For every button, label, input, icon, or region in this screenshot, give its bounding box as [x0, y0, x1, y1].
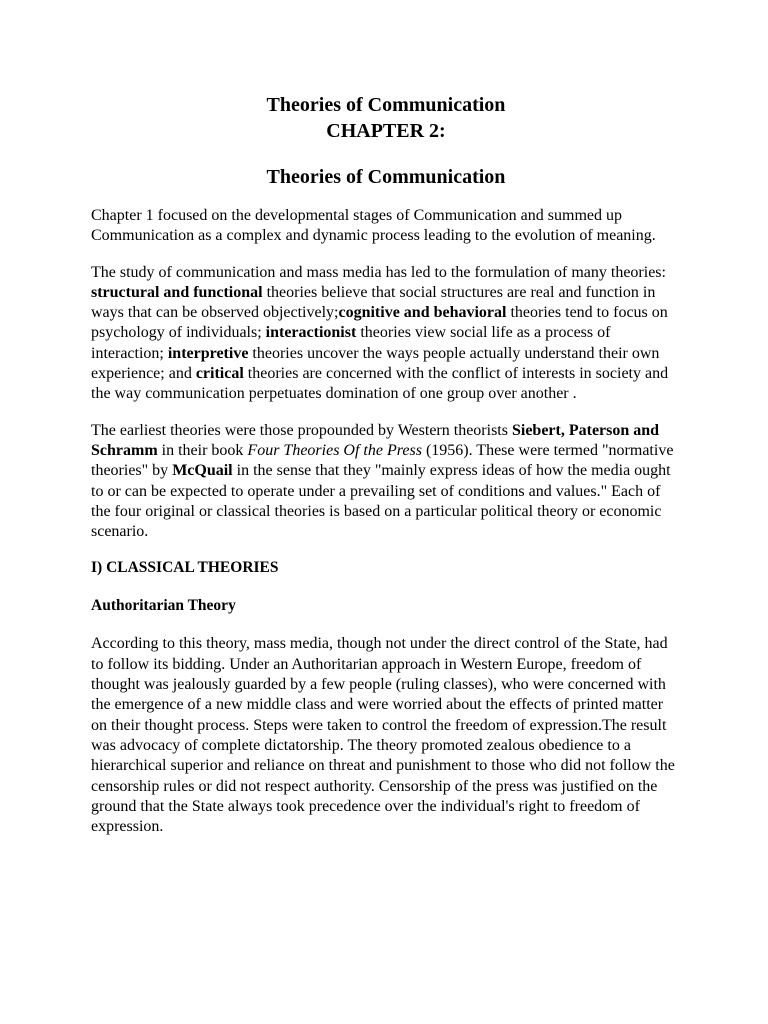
study-bold-structural: structural and functional	[91, 283, 263, 301]
document-subtitle: Theories of Communication	[266, 166, 506, 188]
study-text-6: theories are concerned with the conflict of interests in society and the way communication perpetuates domination of one group over another .	[91, 365, 669, 403]
title-line-2: CHAPTER 2:	[326, 120, 446, 142]
study-bold-interpretive: interpretive	[167, 344, 249, 362]
earliest-text-4: in the sense that they "mainly express ideas of how the media ought to or can be expected to operate under a prevailing set of conditions and values." Each of the four original or classical theories is based on a particular political theory or economic scenario.	[91, 462, 671, 541]
earliest-italic-book: Four Theories Of the Press	[247, 441, 422, 459]
earliest-bold-mcquail: McQuail	[172, 462, 233, 480]
study-bold-cognitive: cognitive and behavioral	[338, 304, 507, 322]
earliest-paragraph	[91, 421, 681, 543]
study-bold-critical: critical	[195, 365, 244, 383]
title-line-1: Theories of Communication	[266, 94, 506, 116]
study-text-5: theories uncover the ways people actually understand their own experience; and	[91, 344, 660, 383]
intro-paragraph: Chapter 1 focused on the developmental stages of Communication and summed up Communication as a complex and dynamic process leading to the evolution of meaning.	[91, 207, 656, 245]
study-text-2: theories believe that social structures are real and function in ways that can be observed objectively;	[91, 283, 656, 322]
document-page	[91, 92, 681, 853]
earliest-text-3: (1956). These were termed "normative theories" by	[91, 441, 674, 480]
authoritarian-paragraph: According to this theory, mass media, though not under the direct control of the State, had to follow its bidding. Under an Authoritarian approach in Western Europe, freedom of thought was jealously guarded by a few people (ruling classes), who were concerned with the emergence of a new middle class and were worried about the effects of printed matter on their thought process. Steps were taken to control the freedom of expression.The result was advocacy of complete dictatorship. The theory promoted zealous obedience to a hierarchical superior and reliance on threat and punishment to those who did not follow the censorship rules or did not respect authority. Censorship of the press was justified on the ground that the State always took precedence over the individual's right to freedom of expression.	[91, 635, 675, 836]
sub-heading-authoritarian: Authoritarian Theory	[91, 597, 236, 615]
study-text-4: theories view social life as a process of interaction;	[91, 324, 611, 362]
study-paragraph	[91, 263, 681, 405]
section-heading-classical: I) CLASSICAL THEORIES	[91, 559, 279, 577]
earliest-text-2: in their book	[157, 441, 248, 459]
study-bold-interactionist: interactionist	[265, 324, 357, 342]
document-title	[91, 92, 681, 144]
study-text-1: The study of communication and mass media has led to the formulation of many theories:	[91, 263, 666, 281]
earliest-bold-authors: Siebert, Paterson and Schramm	[91, 421, 660, 459]
study-text-3: theories tend to focus on psychology of individuals;	[91, 304, 668, 342]
earliest-text-1: The earliest theories were those propounded by Western theorists	[91, 421, 512, 439]
